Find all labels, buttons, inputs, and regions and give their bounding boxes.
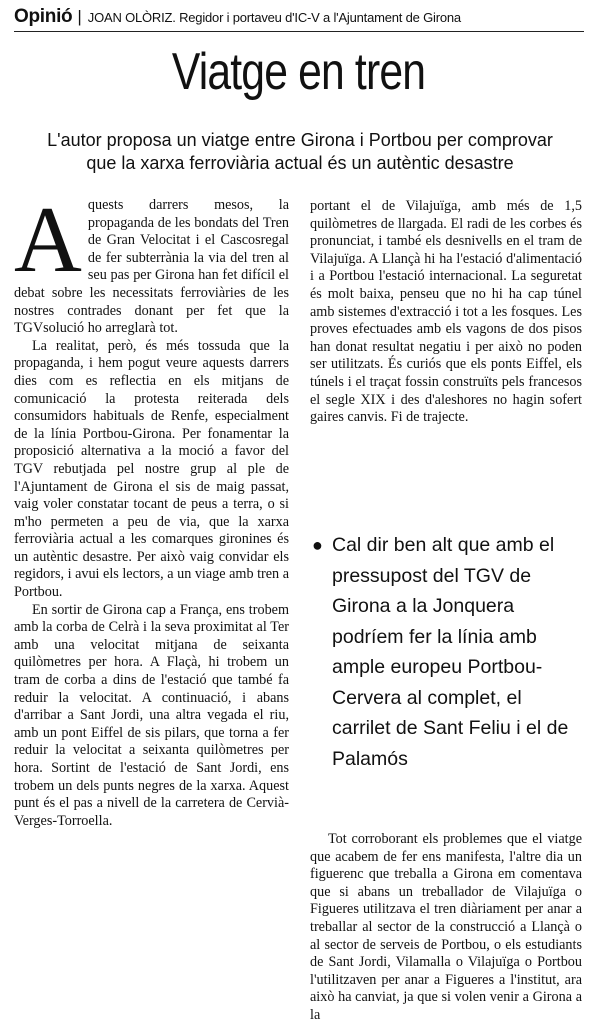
section-label: Opinió xyxy=(14,6,73,27)
paragraph: portant el de Vilajuïga, amb més de 1,5 quilòmetres de llargada. El radi de les corbes és pronunciat, i també els desnivells en el tram de Vilajuïga. A Llançà hi ha l'estació d'alimentació i a Portbou l'estació internacional. La seguretat és molt baixa, penseu que no hi ha cap túnel amb sistemes d'extracció i tot a les fosques. Les proves efectuades amb els vagons de dos pisos han donat resultat negatiu i per això no poden ser utilitzats. És curiós que els ponts Eiffel, els túnels i el traçat fossin construïts pels francesos el segle XIX i des d'aleshores no hagin sofert gaires canvis. Fi de trajecte. xyxy=(310,198,582,426)
drop-cap: A xyxy=(14,188,82,292)
paragraph: En sortir de Girona cap a França, ens trobem amb la corba de Celrà i la seva proximitat al Ter amb una velocitat mitjana de seixanta quilòmetres per hora. A Flaçà, hi trobem un tram de corba a dins de l'estació que també fa reduir la velocitat. A continuació, i abans d'arribar a Sant Jordi, una altra vegada el riu, amb un pont Eiffel de sis pilars, que torna a fer reduir la velocitat a seixanta quilòmetres per hora. Sortint de l'estació de Sant Jordi, ens trobem un dels punts negres de la xarxa. Aquest punt és el pas a nivell de la carretera de Cervià-Verges-Torroella. xyxy=(14,601,289,829)
author-byline: JOAN OLÒRIZ. Regidor i portaveu d'IC-V a l'Ajuntament de Girona xyxy=(87,10,461,25)
bullet-icon: ● xyxy=(312,535,323,555)
paragraph: quests darrers mesos, la propaganda de les bondats del Tren de Gran Velocitat i el Cascosregal de fer subterrània la via del tren al seu pas per Girona han fet difícil el debat sobre les necessitats ferroviàries de les nostres contrades donant per fet que la TGVsolució ho arreglarà tot. xyxy=(14,197,289,337)
column-3 xyxy=(310,831,582,1025)
article-subtitle: L'autor proposa un viatge entre Girona i Portbou per comprovar que la xarxa ferroviària actual és un autèntic desastre xyxy=(47,130,553,173)
paragraph: La realitat, però, és més tossuda que la propaganda, i hem pogut veure aquests darrers dies com es reflectia en els mitjans de comunicació la protesta reiterada dels consumidors habituals de Renfe, especialment de la línia Portbou-Girona. Per fonamentar la proposició alternativa a la moció a favor del TGV rebutjada pel nostre grup al ple de l'Ajuntament de Girona el sis de maig passat, vaig voler constatar tocant de peus a terra, o si m'ho permeten a peu de via, que la xarxa ferroviària actual a les comarques gironines és un autèntic desastre. Per això vaig convidar els regidors, i avui els lectors, a un viage amb tren a Portbou. xyxy=(14,337,289,601)
column-2 xyxy=(310,198,582,427)
paragraph: Tot corroborant els problemes que el viatge que acabem de fer ens manifesta, l'altre dia un figuerenc que treballa a Girona em comentava que si abans un treballador de Vilajuïga o Figueres utilitzava el tren diàriament per anar a treballar al sector de la construcció a Llançà o al sector de serveis de Portbou, o els estudiants de Sant Jordi, Vilamalla o Vilajuïga o Portbou l'utilitzaven per anar a Figueres a l'institut, ara això ha canviat, ja que si volen venir a Girona a la xyxy=(310,831,582,1023)
pull-quote xyxy=(312,530,584,774)
pull-quote-text: Cal dir ben alt que amb el pressupost del TGV de Girona a la Jonquera podríem fer la línia amb ample europeu Portbou-Cervera al complet, el carrilet de Sant Feliu i el de Palamós xyxy=(332,534,569,770)
header-separator: | xyxy=(77,7,82,26)
column-1 xyxy=(14,188,289,830)
article-title: Viatge en tren xyxy=(171,43,426,101)
article-header xyxy=(14,6,584,32)
